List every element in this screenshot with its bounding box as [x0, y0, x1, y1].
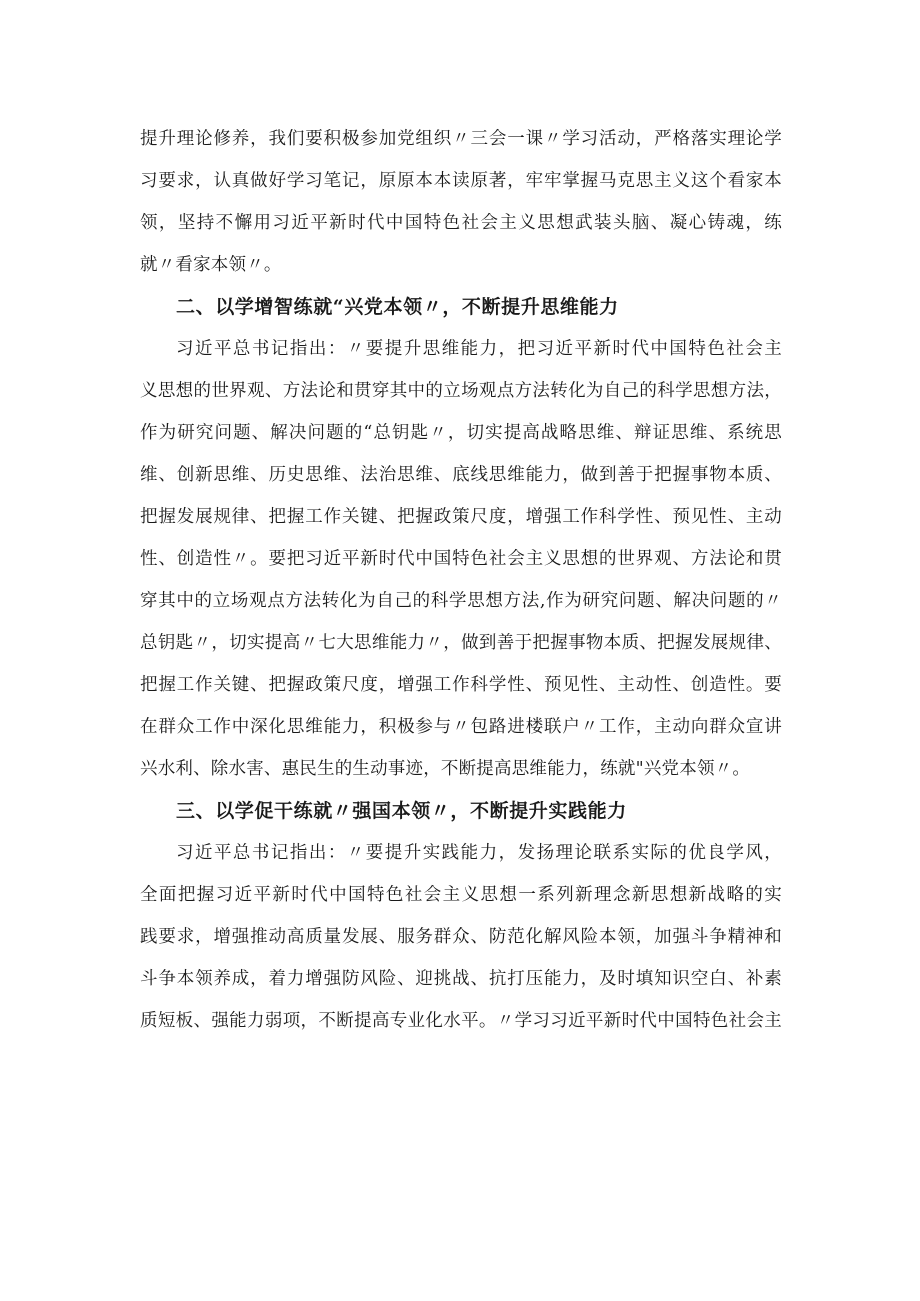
section-heading-2: 二、以学增智练就“兴党本领〃，不断提升思维能力: [176, 296, 619, 318]
paragraph-line: 把握发展规律、把握工作关键、把握政策尺度，增强工作科学性、预见性、主动: [140, 507, 782, 527]
paragraph-line: 斗争本领养成，着力增强防风险、迎挑战、抗打压能力，及时填知识空白、补素: [140, 969, 782, 989]
paragraph-3: [140, 832, 782, 1042]
paragraph-2: [140, 328, 782, 790]
paragraph-line: 把握工作关键、把握政策尺度，增强工作科学性、预见性、主动性、创造性。要: [140, 675, 782, 695]
paragraph-line: 就〃看家本领〃。: [140, 255, 282, 275]
paragraph-line: 维、创新思维、历史思维、法治思维、底线思维能力，做到善于把握事物本质、: [140, 465, 782, 485]
paragraph-line: 穿其中的立场观点方法转化为自己的科学思想方法,作为研究问题、解决问题的〃: [140, 591, 782, 611]
paragraph-line: 在群众工作中深化思维能力，积极参与〃包路进楼联户〃工作，主动向群众宣讲: [140, 717, 782, 737]
paragraph-line: 习要求，认真做好学习笔记，原原本本读原著，牢牢掌握马克思主义这个看家本: [140, 171, 782, 191]
paragraph-line: 习近平总书记指出：〃要提升实践能力，发扬理论联系实际的优良学风，: [176, 843, 782, 863]
paragraph-line: 全面把握习近平新时代中国特色社会主义思想一系列新理念新思想新战略的实: [140, 885, 782, 905]
section-heading-3: 三、以学促干练就〃强国本领〃，不断提升实践能力: [176, 800, 627, 822]
paragraph-line: 性、创造性〃。要把习近平新时代中国特色社会主义思想的世界观、方法论和贯: [140, 549, 782, 569]
paragraph-line: 质短板、强能力弱项，不断提高专业化水平。〃学习习近平新时代中国特色社会主: [140, 1011, 782, 1031]
paragraph-line: 兴水利、除水害、惠民生的生动事迹，不断提高思维能力，练就"兴党本领〃。: [140, 759, 751, 779]
paragraph-line: 领，坚持不懈用习近平新时代中国特色社会主义思想武装头脑、凝心铸魂，练: [140, 213, 782, 233]
paragraph-line: 提升理论修养，我们要积极参加党组织〃三会一课〃学习活动，严格落实理论学: [140, 129, 782, 149]
paragraph-line: 义思想的世界观、方法论和贯穿其中的立场观点方法转化为自己的科学思想方法，: [140, 381, 782, 401]
paragraph-line: 习近平总书记指出：〃要提升思维能力，把习近平新时代中国特色社会主: [176, 339, 782, 359]
paragraph-line: 作为研究问题、解决问题的“总钥匙〃，切实提高战略思维、辩证思维、系统思: [140, 423, 782, 443]
paragraph-line: 践要求，增强推动高质量发展、服务群众、防范化解风险本领，加强斗争精神和: [140, 927, 782, 947]
document-page: [140, 118, 782, 1042]
paragraph-1: [140, 118, 782, 286]
paragraph-line: 总钥匙〃，切实提高〃七大思维能力〃，做到善于把握事物本质、把握发展规律、: [140, 633, 782, 653]
